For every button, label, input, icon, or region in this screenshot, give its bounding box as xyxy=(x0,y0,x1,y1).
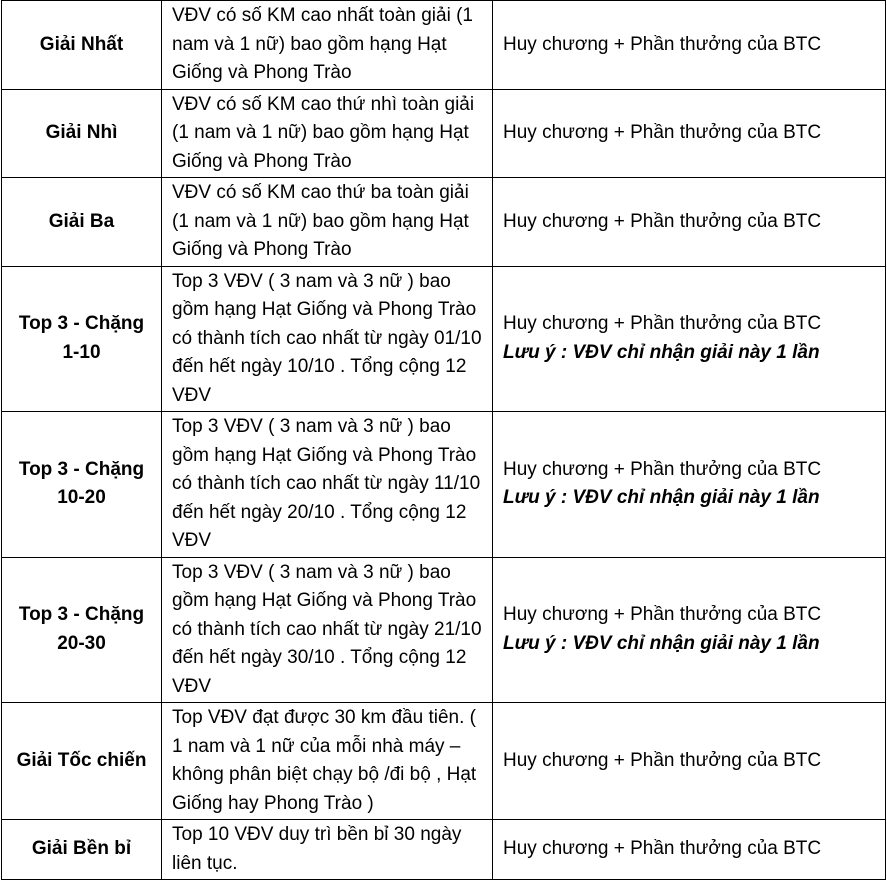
awards-table xyxy=(1,0,886,880)
award-criteria: VĐV có số KM cao thứ nhì toàn giải (1 nam và 1 nữ) bao gồm hạng Hạt Giống và Phong Trào xyxy=(162,89,493,178)
award-name: Giải Nhất xyxy=(2,1,162,90)
award-name: Top 3 - Chặng 20-30 xyxy=(2,557,162,703)
award-note: Lưu ý : VĐV chỉ nhận giải này 1 lần xyxy=(503,341,820,363)
award-reward: Huy chương + Phần thưởng của BTC xyxy=(503,604,822,626)
award-reward: Huy chương + Phần thưởng của BTC xyxy=(503,33,822,55)
award-reward: Huy chương + Phần thưởng của BTC xyxy=(503,210,822,232)
award-reward-cell xyxy=(493,89,886,178)
award-reward-cell xyxy=(493,703,886,820)
table-row xyxy=(2,703,886,820)
table-row xyxy=(2,557,886,703)
award-note: Lưu ý : VĐV chỉ nhận giải này 1 lần xyxy=(503,632,820,654)
award-reward-cell xyxy=(493,820,886,880)
award-name: Top 3 - Chặng 10-20 xyxy=(2,412,162,558)
award-reward: Huy chương + Phần thưởng của BTC xyxy=(503,122,822,143)
award-name: Giải Bền bỉ xyxy=(2,820,162,880)
award-reward-cell xyxy=(493,412,886,558)
table-row xyxy=(2,820,886,880)
award-name: Giải Ba xyxy=(2,178,162,267)
award-reward-cell xyxy=(493,266,886,412)
award-criteria: Top 10 VĐV duy trì bền bỉ 30 ngày liên tục. xyxy=(162,820,493,880)
award-reward-cell xyxy=(493,178,886,267)
award-reward: Huy chương + Phần thưởng của BTC xyxy=(503,838,822,860)
award-criteria: Top 3 VĐV ( 3 nam và 3 nữ ) bao gồm hạng Hạt Giống và Phong Trào có thành tích cao nhất từ ngày 11/10 đến hết ngày 20/10 . Tổng cộng 12 VĐV xyxy=(162,412,493,558)
table-row xyxy=(2,89,886,178)
award-criteria: Top 3 VĐV ( 3 nam và 3 nữ ) bao gồm hạng Hạt Giống và Phong Trào có thành tích cao nhất từ ngày 21/10 đến hết ngày 30/10 . Tổng cộng 12 VĐV xyxy=(162,557,493,703)
award-criteria: VĐV có số KM cao thứ ba toàn giải (1 nam và 1 nữ) bao gồm hạng Hạt Giống và Phong Trào xyxy=(162,178,493,267)
table-row xyxy=(2,1,886,90)
table-row xyxy=(2,178,886,267)
award-name: Giải Nhì xyxy=(2,89,162,178)
award-criteria: Top VĐV đạt được 30 km đầu tiên. ( 1 nam và 1 nữ của mỗi nhà máy – không phân biệt chạy bộ /đi bộ , Hạt Giống hay Phong Trào ) xyxy=(162,703,493,820)
award-reward: Huy chương + Phần thưởng của BTC xyxy=(503,458,822,480)
award-reward-cell xyxy=(493,1,886,90)
table-row xyxy=(2,412,886,558)
award-reward-cell xyxy=(493,557,886,703)
award-criteria: Top 3 VĐV ( 3 nam và 3 nữ ) bao gồm hạng Hạt Giống và Phong Trào có thành tích cao nhất từ ngày 01/10 đến hết ngày 10/10 . Tổng cộng 12 VĐV xyxy=(162,266,493,412)
award-name: Giải Tốc chiến xyxy=(2,703,162,820)
award-note: Lưu ý : VĐV chỉ nhận giải này 1 lần xyxy=(503,487,820,509)
award-reward: Huy chương + Phần thưởng của BTC xyxy=(503,749,822,771)
award-name: Top 3 - Chặng 1-10 xyxy=(2,266,162,412)
table-row xyxy=(2,266,886,412)
award-reward: Huy chương + Phần thưởng của BTC xyxy=(503,313,822,335)
award-criteria: VĐV có số KM cao nhất toàn giải (1 nam và 1 nữ) bao gồm hạng Hạt Giống và Phong Trào xyxy=(162,1,493,90)
